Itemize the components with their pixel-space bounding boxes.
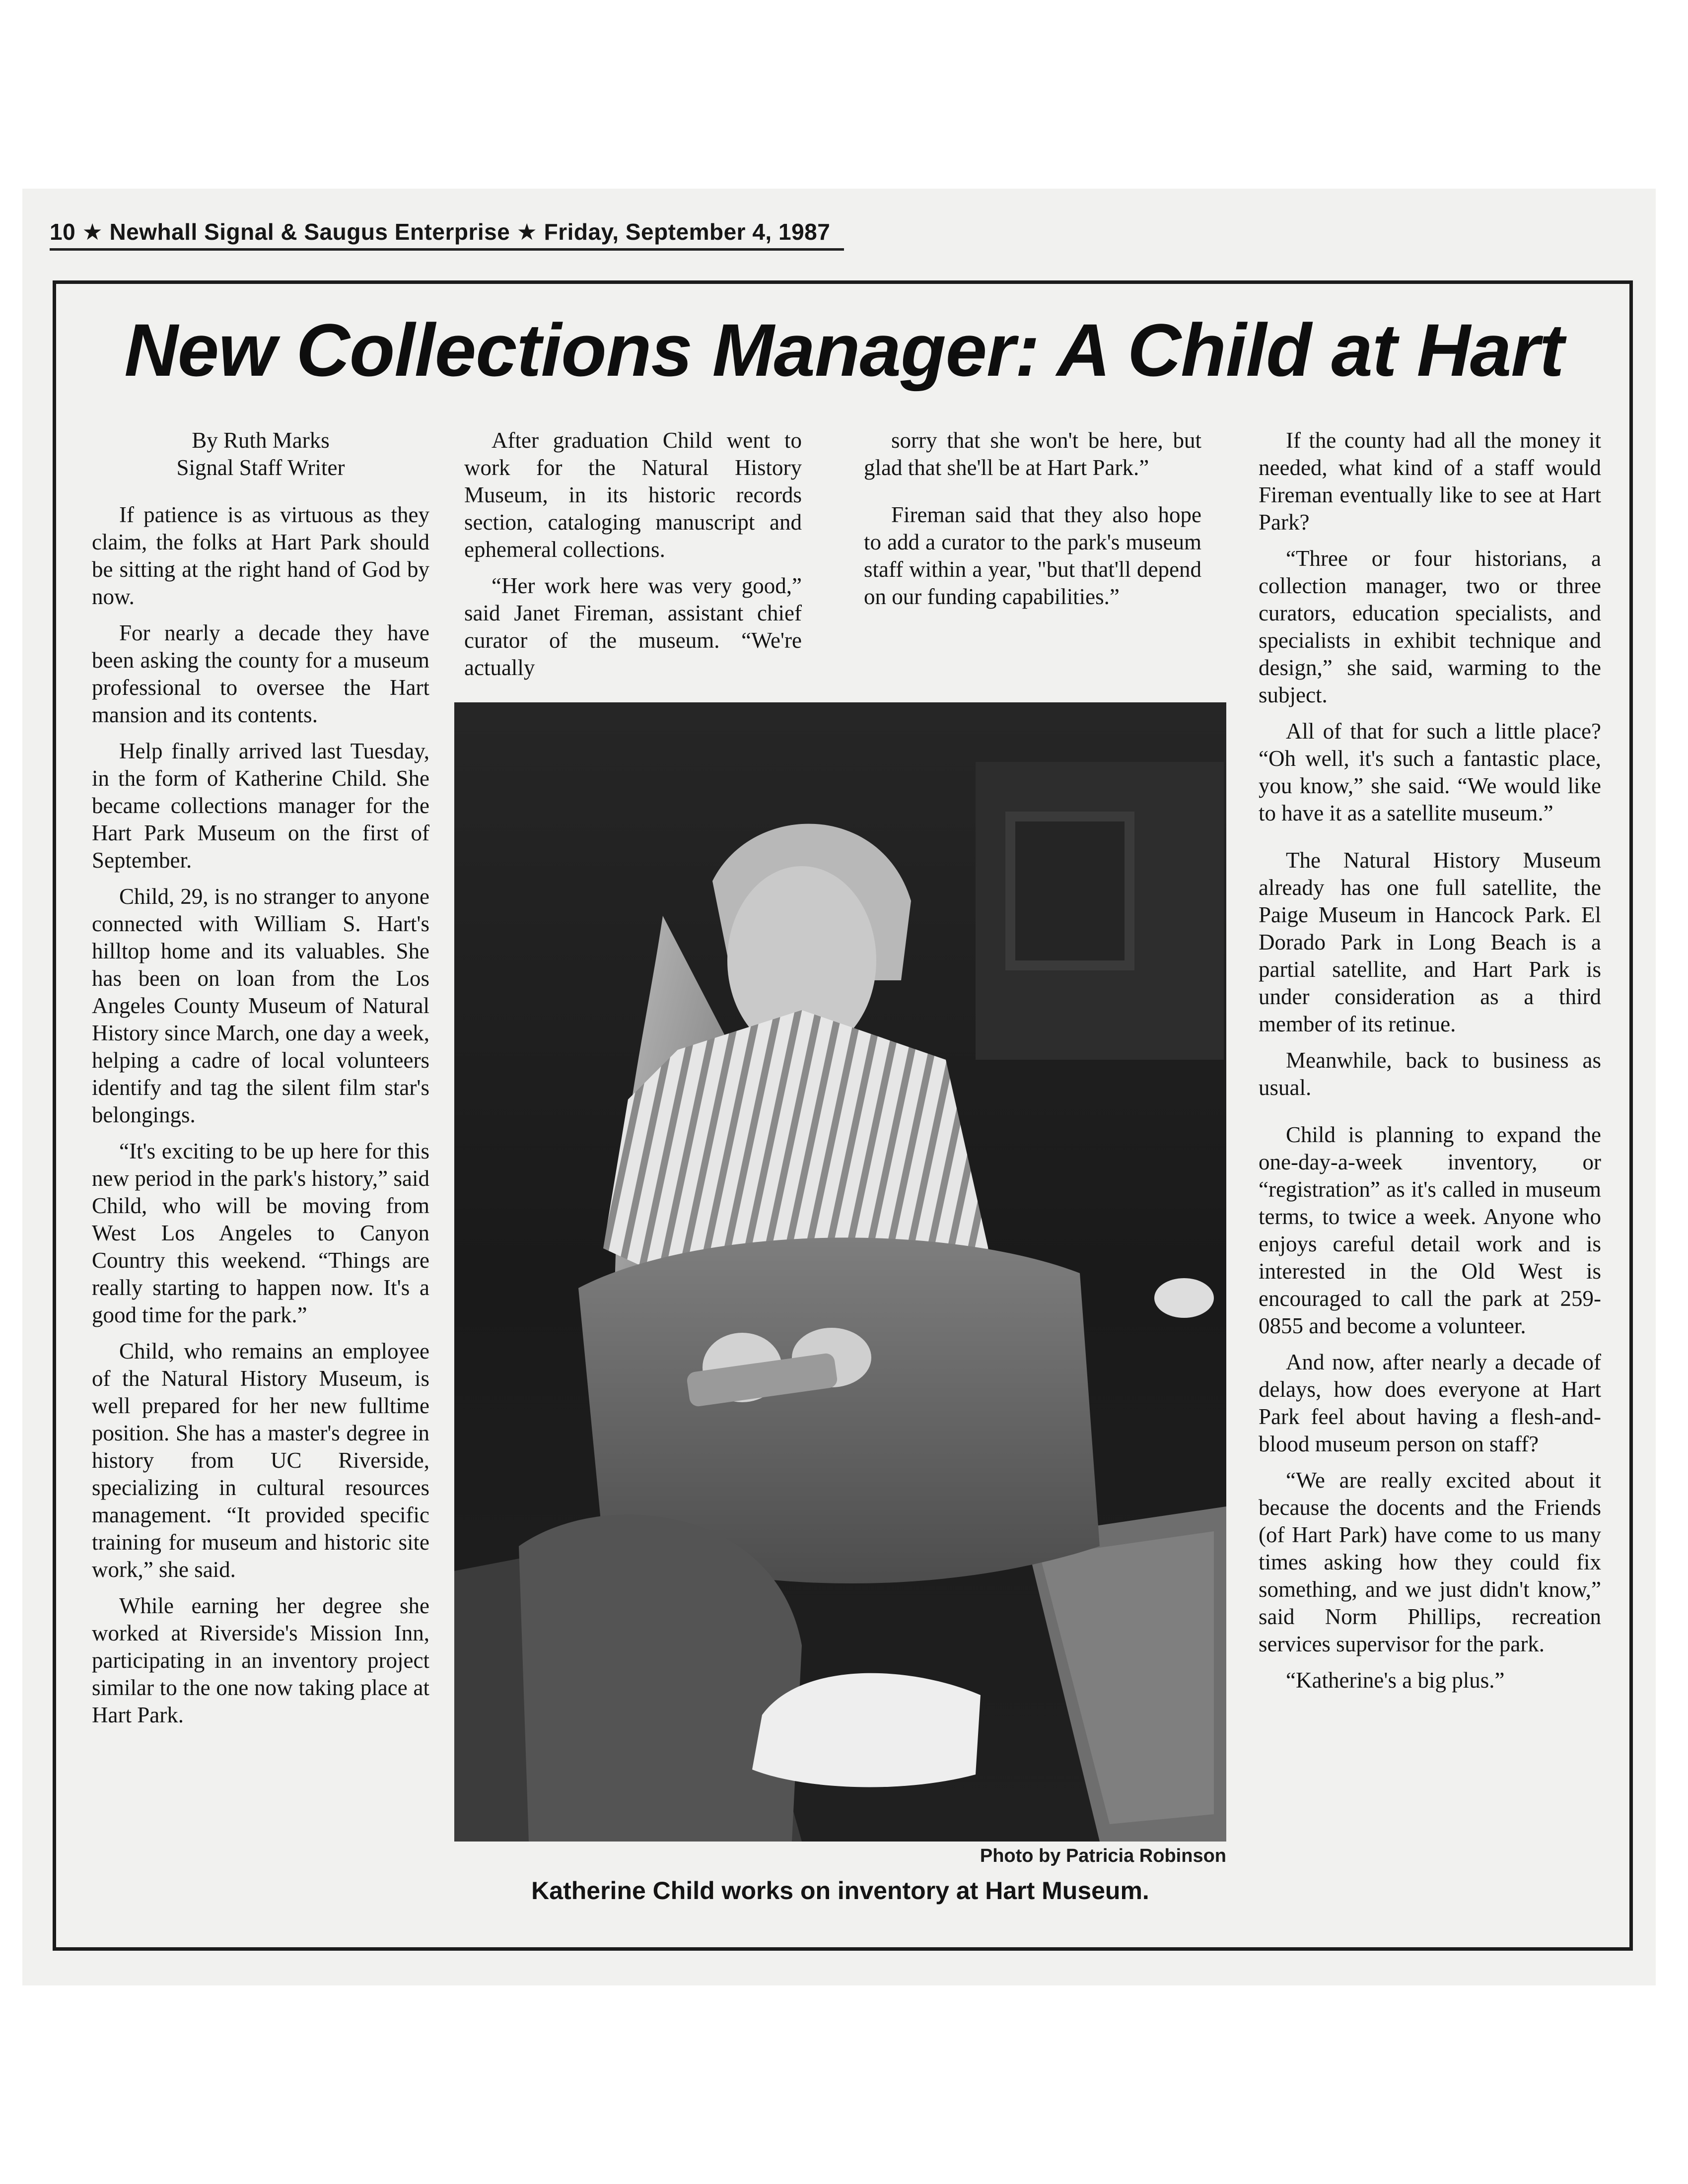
paragraph: Child, who remains an employee of the Natural History Museum, is well prepared for her new fulltime position. She has a master's degree in history from UC Riverside, specializing in cultural resources management. “It provided specific training for museum and historic site work,” she said.	[92, 1339, 429, 1582]
byline-author: By Ruth Marks	[192, 428, 330, 453]
paragraph: sorry that she won't be here, but glad that she'll be at Hart Park.”	[864, 428, 1201, 480]
page-folio: 10 ★ Newhall Signal & Saugus Enterprise ★ Friday, September 4, 1987	[50, 219, 831, 245]
paragraph: “We are really excited about it because the docents and the Friends (of Hart Park) have come to us many times asking how they could fix something, and we just didn't know,” said Norm Phillips, recreation services supervisor for the park.	[1259, 1468, 1601, 1656]
paragraph: “Three or four historians, a collection manager, two or three curators, education specialists, and specialists in exhibit technique and design,” she said, warming to the subject.	[1259, 546, 1601, 707]
byline	[92, 427, 429, 481]
paragraph: After graduation Child went to work for the Natural History Museum, in its historic records section, cataloging manuscript and ephemeral collections.	[464, 428, 802, 562]
paragraph: Fireman said that they also hope to add a curator to the park's museum staff within a year, "but that'll depend on our funding capabilities.”	[864, 502, 1201, 609]
paragraph: If patience is as virtuous as they claim, the folks at Hart Park should be sitting at the right hand of God by now.	[92, 502, 429, 609]
paragraph: “Her work here was very good,” said Janet Fireman, assistant chief curator of the museum. “We're actually	[464, 573, 802, 680]
paragraph: “It's exciting to be up here for this new period in the park's history,” said Child, who will be moving from West Los Angeles to Canyon Country this weekend. “Things are really starting to happen now. It's a good time for the park.”	[92, 1139, 429, 1327]
article-column-3	[864, 427, 1201, 619]
paragraph: Child is planning to expand the one-day-a-week inventory, or “registration” as it's called in museum terms, to twice a week. Anyone who enjoys careful detail work and is interested in the Old West is encouraged to call the park at 259-0855 and become a volunteer.	[1259, 1122, 1601, 1338]
paragraph: If the county had all the money it needed, what kind of a staff would Fireman eventually like to see at Hart Park?	[1259, 428, 1601, 535]
paragraph: For nearly a decade they have been asking the county for a museum professional to oversee the Hart mansion and its contents.	[92, 620, 429, 727]
paragraph: “Katherine's a big plus.”	[1286, 1668, 1505, 1693]
byline-role: Signal Staff Writer	[176, 455, 345, 480]
headline: New Collections Manager: A Child at Hart	[124, 308, 1564, 392]
photo-caption: Katherine Child works on inventory at Hart Museum.	[531, 1877, 1149, 1905]
paragraph: All of that for such a little place? “Oh well, it's such a fantastic place, you know,” she said. “We would like to have it as a satellite museum.”	[1259, 719, 1601, 825]
paragraph: Child, 29, is no stranger to anyone connected with William S. Hart's hilltop home and its valuables. She has been on loan from the Los Angeles County Museum of Natural History since March, one day a week, helping a cadre of local volunteers identify and tag the silent film star's belongings.	[92, 884, 429, 1127]
paragraph: Help finally arrived last Tuesday, in the form of Katherine Child. She became collections manager for the Hart Park Museum on the first of September.	[92, 739, 429, 873]
news-photo	[454, 702, 1226, 1842]
photo-credit: Photo by Patricia Robinson	[980, 1845, 1226, 1866]
article-column-4	[1259, 427, 1601, 1703]
paragraph: While earning her degree she worked at Riverside's Mission Inn, participating in an inventory project similar to the one now taking place at Hart Park.	[92, 1593, 429, 1727]
article-column-1	[92, 427, 429, 1738]
paragraph: The Natural History Museum already has one full satellite, the Paige Museum in Hancock Park. El Dorado Park in Long Beach is a partial satellite, and Hart Park is under consideration as a third member of its retinue.	[1259, 848, 1601, 1036]
folio-underline	[50, 248, 844, 251]
article-column-2	[464, 427, 802, 690]
paragraph: Meanwhile, back to business as usual.	[1259, 1048, 1601, 1100]
paragraph: And now, after nearly a decade of delays, how does everyone at Hart Park feel about having a flesh-and-blood museum person on staff?	[1259, 1350, 1601, 1456]
